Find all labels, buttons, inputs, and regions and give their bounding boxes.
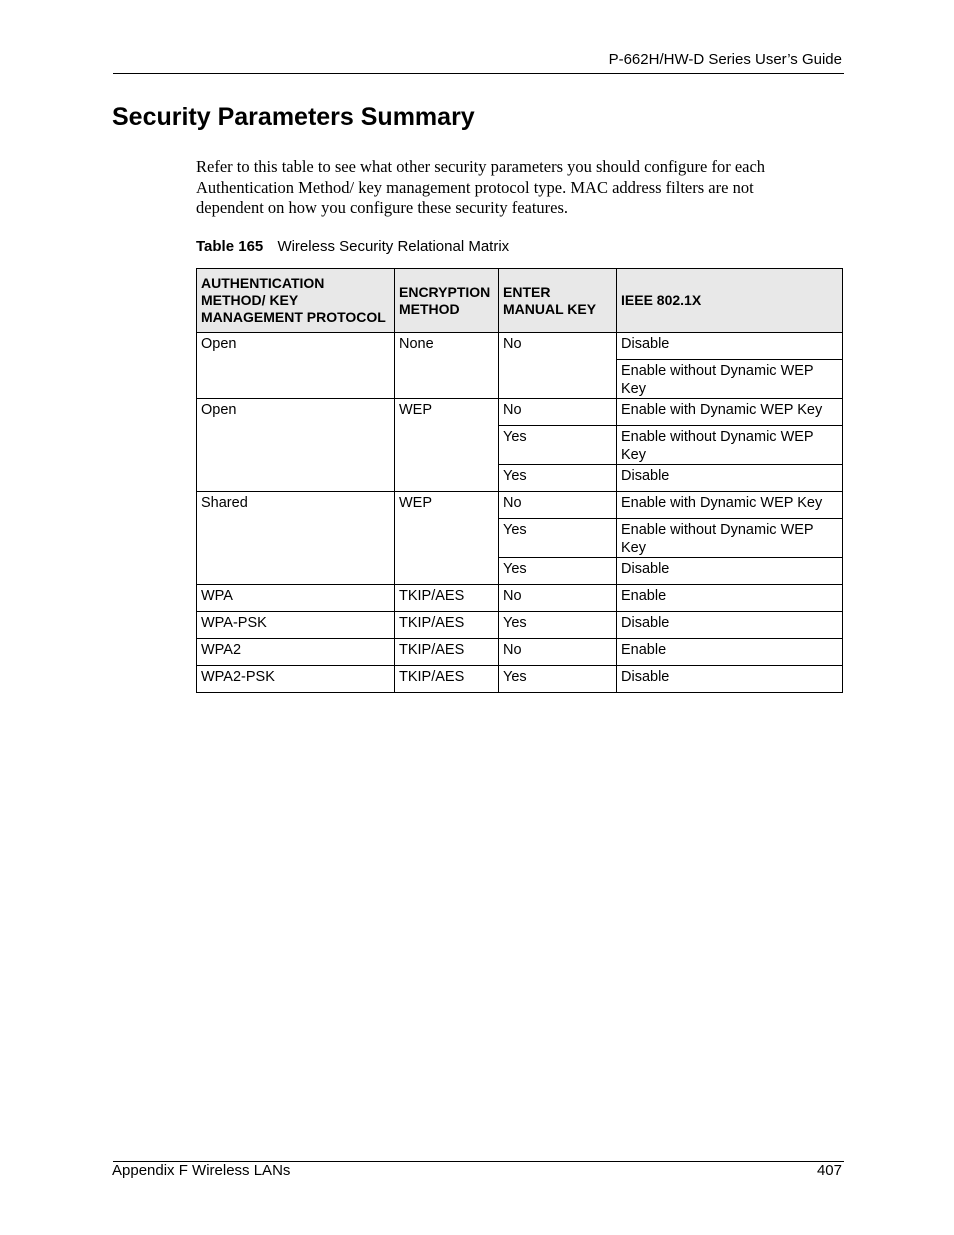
cell-manual-key: Yes (499, 612, 617, 639)
cell-auth: WPA (197, 585, 395, 612)
cell-manual-key: No (499, 333, 617, 399)
header-manual-key: ENTER MANUAL KEY (499, 269, 617, 333)
table-row (197, 585, 843, 612)
cell-ieee: Enable without Dynamic WEP Key (617, 519, 843, 558)
header-ieee-8021x: IEEE 802.1X (617, 269, 843, 333)
table-caption (196, 238, 509, 255)
page-number: 407 (816, 1162, 842, 1179)
cell-ieee: Disable (617, 333, 843, 360)
cell-auth: Shared (197, 492, 395, 585)
cell-manual-key: No (499, 399, 617, 426)
intro-paragraph: Refer to this table to see what other security parameters you should configure for each Authentication Method/ key management protocol type. MAC address filters are not dependent on how you configure these security features. (196, 157, 766, 217)
cell-manual-key: Yes (499, 558, 617, 585)
cell-auth: Open (197, 399, 395, 492)
cell-ieee: Enable with Dynamic WEP Key (617, 492, 843, 519)
table-row (197, 492, 843, 519)
cell-encryption: TKIP/AES (395, 585, 499, 612)
cell-ieee: Disable (617, 558, 843, 585)
cell-auth: WPA2 (197, 639, 395, 666)
cell-manual-key: No (499, 585, 617, 612)
table-header-row (197, 269, 843, 333)
running-header: P-662H/HW-D Series User’s Guide (608, 51, 842, 68)
cell-ieee: Disable (617, 666, 843, 693)
table-caption-text: Wireless Security Relational Matrix (277, 238, 510, 255)
table-row (197, 639, 843, 666)
table-row (197, 666, 843, 693)
cell-manual-key: Yes (499, 426, 617, 465)
cell-manual-key: No (499, 492, 617, 519)
header-encryption-method: ENCRYPTION METHOD (395, 269, 499, 333)
cell-ieee: Disable (617, 465, 843, 492)
cell-encryption: TKIP/AES (395, 639, 499, 666)
cell-manual-key: Yes (499, 465, 617, 492)
cell-encryption: WEP (395, 399, 499, 492)
security-matrix-table (196, 268, 843, 693)
table-row (197, 612, 843, 639)
header-divider (113, 73, 844, 74)
cell-ieee: Enable without Dynamic WEP Key (617, 426, 843, 465)
cell-manual-key: Yes (499, 519, 617, 558)
cell-encryption: WEP (395, 492, 499, 585)
footer-section: Appendix F Wireless LANs (112, 1162, 291, 1179)
table-row (197, 399, 843, 426)
cell-auth: WPA-PSK (197, 612, 395, 639)
cell-encryption: TKIP/AES (395, 666, 499, 693)
cell-encryption: TKIP/AES (395, 612, 499, 639)
header-auth-method: AUTHENTICATION METHOD/ KEY MANAGEMENT PROTOCOL (197, 269, 395, 333)
cell-encryption: None (395, 333, 499, 399)
cell-ieee: Enable without Dynamic WEP Key (617, 360, 843, 399)
table-row (197, 333, 843, 360)
cell-manual-key: No (499, 639, 617, 666)
cell-manual-key: Yes (499, 666, 617, 693)
cell-ieee: Enable (617, 639, 843, 666)
cell-ieee: Enable with Dynamic WEP Key (617, 399, 843, 426)
table-caption-number: Table 165 (196, 238, 264, 255)
cell-auth: WPA2-PSK (197, 666, 395, 693)
cell-auth: Open (197, 333, 395, 399)
cell-ieee: Enable (617, 585, 843, 612)
page-title: Security Parameters Summary (112, 103, 475, 131)
cell-ieee: Disable (617, 612, 843, 639)
